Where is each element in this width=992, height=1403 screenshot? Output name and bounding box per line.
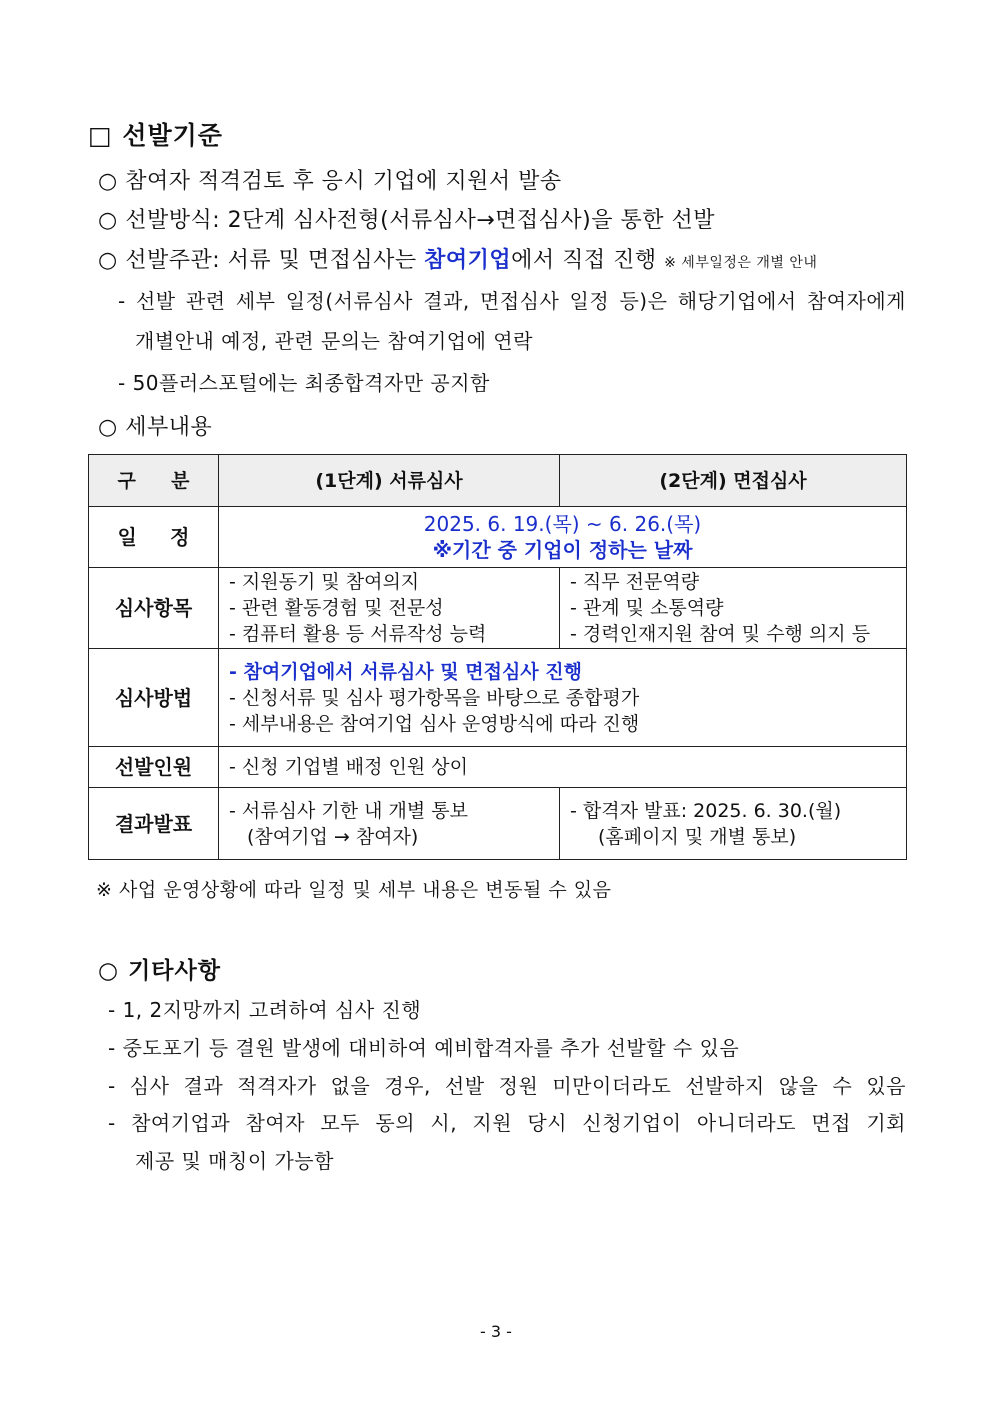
header-stage1: (1단계) 서류심사: [219, 455, 560, 507]
schedule-note: ※ 세부일정은 개별 안내: [664, 255, 818, 271]
list-item: - 합격자 발표: 2025. 6. 30.(월): [570, 799, 842, 822]
row-label-schedule: 일 정: [89, 507, 219, 568]
row-label-criteria: 심사항목: [89, 568, 219, 649]
list-item: - 관련 활동경험 및 전문성: [229, 597, 444, 619]
row-label-method: 심사방법: [89, 649, 219, 747]
headcount-cell: - 신청 기업별 배정 인원 상이: [219, 747, 907, 788]
sub-item: - 선발 관련 세부 일정(서류심사 결과, 면접심사 일정 등)은 해당기업에서 참여자에게: [118, 289, 906, 313]
schedule-cell: [219, 507, 907, 568]
table-row-result: [89, 788, 907, 860]
etc-heading: ○ 기타사항: [98, 958, 221, 984]
sub-item-continued: 개별안내 예정, 관련 문의는 참여기업에 연락: [135, 329, 533, 353]
method-cell: [219, 649, 907, 747]
list-item-continued: 제공 및 매칭이 가능함: [135, 1149, 334, 1173]
list-item-continued: (홈페이지 및 개별 통보): [598, 825, 797, 848]
schedule-dates: 2025. 6. 19.(목) ~ 6. 26.(목): [423, 512, 702, 536]
list-item-continued: (참여기업 → 참여자): [247, 825, 419, 848]
highlight-company: 참여기업: [424, 248, 512, 273]
list-item: - 신청서류 및 심사 평가항목을 바탕으로 종합평가: [229, 686, 640, 709]
criteria-stage2: [560, 568, 907, 649]
bullet-item-organizer: [98, 243, 817, 274]
row-label-headcount: 선발인원: [89, 747, 219, 788]
bullet-prefix: ○ 선발주관: 서류 및 면접심사는: [98, 248, 425, 273]
list-item: - 직무 전문역량: [570, 571, 700, 593]
list-item: - 지원동기 및 참여의지: [229, 571, 420, 593]
table-note: ※ 사업 운영상황에 따라 일정 및 세부 내용은 변동될 수 있음: [96, 879, 612, 901]
table-row-method: [89, 649, 907, 747]
table-header-row: [89, 455, 907, 507]
list-item: - 중도포기 등 결원 발생에 대비하여 예비합격자를 추가 선발할 수 있음: [108, 1036, 740, 1060]
table-row-criteria: [89, 568, 907, 649]
page-number: - 3 -: [480, 1322, 512, 1341]
result-stage1: [219, 788, 560, 860]
header-category: 구 분: [89, 455, 219, 507]
detail-heading: ○ 세부내용: [98, 415, 213, 440]
selection-table: [88, 454, 907, 860]
list-item: - 서류심사 기한 내 개별 통보: [229, 799, 468, 822]
list-item: - 참여기업과 참여자 모두 동의 시, 지원 당시 신청기업이 아니더라도 면접 기회: [108, 1111, 906, 1135]
sub-item: - 50플러스포털에는 최종합격자만 공지함: [118, 371, 490, 395]
result-stage2: [560, 788, 907, 860]
section-title: □ 선발기준: [88, 121, 223, 150]
schedule-note: ※기간 중 기업이 정하는 날짜: [432, 538, 693, 562]
list-item: - 경력인재지원 참여 및 수행 의지 등: [570, 623, 871, 645]
row-label-result: 결과발표: [89, 788, 219, 860]
list-item: - 1, 2지망까지 고려하여 심사 진행: [108, 998, 422, 1022]
list-item: - 관계 및 소통역량: [570, 597, 724, 619]
criteria-stage1: [219, 568, 560, 649]
bullet-item: ○ 선발방식: 2단계 심사전형(서류심사→면접심사)을 통한 선발: [98, 208, 715, 233]
header-stage2: (2단계) 면접심사: [560, 455, 907, 507]
list-item: - 컴퓨터 활용 등 서류작성 능력: [229, 623, 487, 645]
bullet-suffix: 에서 직접 진행: [511, 248, 657, 273]
bullet-item: ○ 참여자 적격검토 후 응시 기업에 지원서 발송: [98, 169, 562, 194]
table-row-headcount: [89, 747, 907, 788]
method-highlight: - 참여기업에서 서류심사 및 면접심사 진행: [229, 660, 582, 683]
list-item: - 심사 결과 적격자가 없을 경우, 선발 정원 미만이더라도 선발하지 않을 수 있음: [108, 1074, 906, 1098]
table-row-schedule: [89, 507, 907, 568]
list-item: - 세부내용은 참여기업 심사 운영방식에 따라 진행: [229, 712, 640, 735]
